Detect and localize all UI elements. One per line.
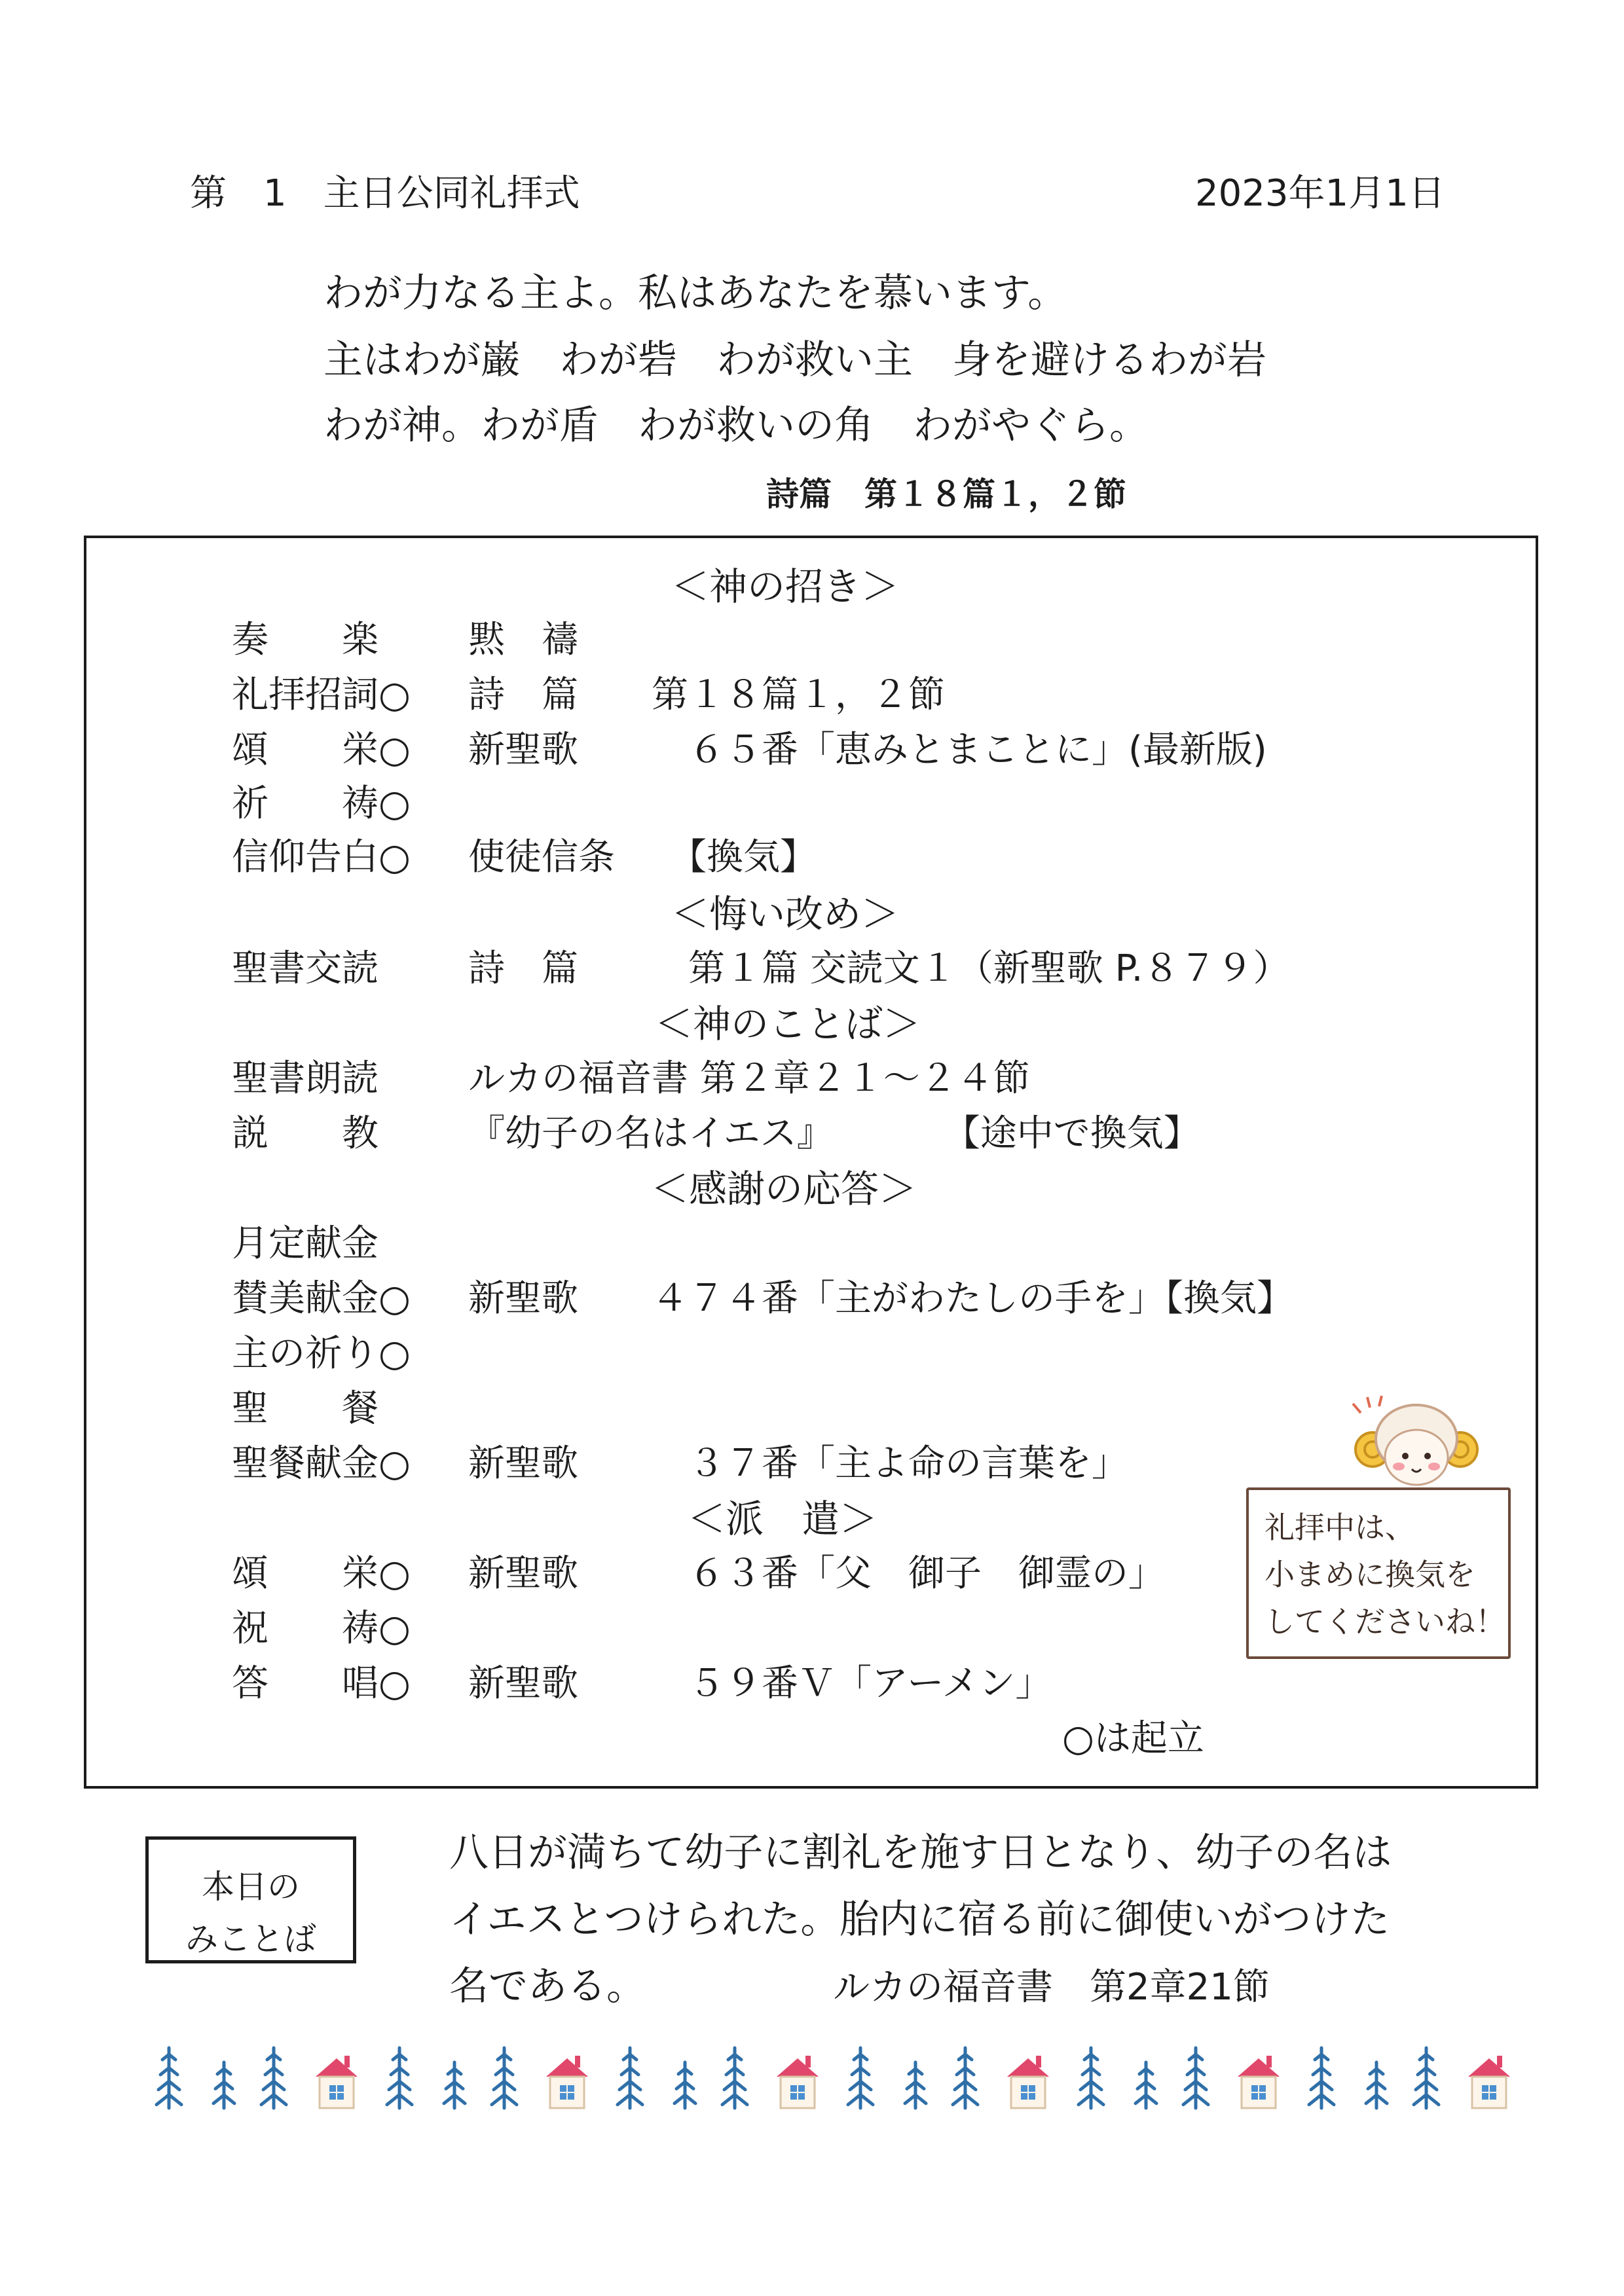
service-item [86, 676, 1536, 715]
tree-icon [157, 2048, 181, 2108]
item-label: 聖書交読 [232, 947, 378, 990]
service-item [86, 1279, 1536, 1319]
item-content: 新聖歌 ５９番Ｖ「アーメン」 [468, 1662, 1052, 1705]
verse-line: わが力なる主よ。私はあなたを慕います。 [323, 270, 1067, 316]
todays-word-line: 八日が満ちて幼子に割礼を施す日となり、幼子の名は [449, 1830, 1392, 1876]
item-label: 月定献金 [232, 1222, 378, 1265]
decorative-border [0, 2036, 1624, 2121]
item-content: 黙 禱 [468, 619, 578, 661]
house-icon [1007, 2056, 1049, 2108]
tree-icon [1414, 2048, 1439, 2108]
house-icon [316, 2056, 358, 2108]
tree-icon [674, 2062, 695, 2108]
service-item [86, 731, 1536, 770]
section-heading: ＜神の招き＞ [671, 564, 900, 609]
item-label: 信仰告白○ [232, 836, 411, 879]
service-date: 2023年1月1日 [1195, 172, 1445, 215]
item-label: 聖餐献金○ [232, 1442, 411, 1485]
house-icon [546, 2056, 588, 2108]
service-item [86, 949, 1536, 989]
house-icon [1468, 2056, 1510, 2108]
tree-icon [848, 2048, 873, 2108]
tree-icon [1309, 2048, 1334, 2108]
section-heading: ＜神のことば＞ [655, 1002, 921, 1046]
note-line: 礼拝中は、 [1264, 1510, 1415, 1545]
todays-word-label-line: みことば [185, 1920, 316, 1958]
item-content: 詩 篇 第１８篇１，２節 [468, 674, 945, 716]
section-heading: ＜派 遣＞ [688, 1497, 878, 1541]
tree-icon [1135, 2062, 1156, 2108]
note-line: 小まめに換気を [1264, 1557, 1475, 1592]
item-label: 礼拝招詞○ [232, 674, 411, 716]
item-content: 新聖歌 ６５番「恵みとまことに」(最新版) [468, 729, 1267, 771]
tree-icon [953, 2048, 978, 2108]
service-item [86, 1664, 1536, 1704]
tree-icon [492, 2048, 517, 2108]
service-item [86, 784, 1536, 824]
section-heading: ＜感謝の応答＞ [651, 1167, 917, 1211]
note-line: してくださいね！ [1264, 1604, 1505, 1639]
service-item [86, 1444, 1536, 1484]
tree-icon [261, 2048, 286, 2108]
todays-word-line: 名である。 [449, 1963, 646, 2009]
item-label: 祝 祷○ [232, 1607, 411, 1650]
todays-word-line: イエスとつけられた。胎内に宿る前に御使いがつけた [449, 1897, 1390, 1942]
house-icon [1238, 2056, 1280, 2108]
item-label: 聖書朗読 [232, 1057, 378, 1100]
ventilation-note-card [1246, 1487, 1511, 1659]
item-content: 詩 篇 第１篇 交読文１（新聖歌 P.８７９） [468, 947, 1290, 990]
item-content: 新聖歌 ４７４番「主がわたしの手を」【換気】 [468, 1277, 1293, 1320]
sheep-icon [1353, 1396, 1477, 1485]
service-item [86, 1334, 1536, 1374]
item-content: 新聖歌 ６３番「父 御子 御霊の」 [468, 1552, 1165, 1595]
item-label: 聖 餐 [232, 1387, 378, 1430]
todays-word-label [145, 1836, 356, 1963]
verse-reference: 詩篇 第１８篇１，２節 [766, 475, 1126, 513]
service-item [86, 1389, 1536, 1429]
service-title: 第 1 主日公同礼拝式 [190, 172, 580, 215]
item-label: 賛美献金○ [232, 1277, 411, 1320]
tree-icon [1366, 2062, 1387, 2108]
item-content: ルカの福音書 第２章２１～２４節 [468, 1057, 1030, 1100]
todays-word-reference: ルカの福音書 第2章21節 [833, 1966, 1270, 2009]
standing-note: ○は起立 [1062, 1717, 1204, 1760]
tree-icon [387, 2048, 412, 2108]
section-heading: ＜悔い改め＞ [671, 892, 900, 936]
item-content: 『幼子の名はイエス』 【途中で換気】 [468, 1112, 1200, 1155]
item-label: 頌 栄○ [232, 1552, 411, 1595]
tree-icon [905, 2062, 926, 2108]
item-label: 主の祈り○ [232, 1332, 411, 1375]
service-item [86, 1224, 1536, 1264]
item-label: 説 教 [232, 1112, 378, 1155]
tree-icon [444, 2062, 465, 2108]
item-label: 奏 楽 [232, 619, 378, 661]
tree-icon [722, 2048, 747, 2108]
service-item [86, 621, 1536, 660]
tree-icon [1183, 2048, 1208, 2108]
verse-line: 主はわが巌 わが砦 わが救い主 身を避けるわが岩 [323, 337, 1266, 383]
service-item [86, 1059, 1536, 1099]
item-label: 頌 栄○ [232, 729, 411, 771]
item-label: 祈 祷○ [232, 782, 411, 825]
service-item [86, 838, 1536, 877]
sheep-illustration [1348, 1393, 1485, 1498]
tree-icon [1079, 2048, 1103, 2108]
item-content: 新聖歌 ３７番「主よ命の言葉を」 [468, 1442, 1128, 1485]
item-label: 答 唱○ [232, 1662, 411, 1705]
house-icon [777, 2056, 819, 2108]
tree-icon [618, 2048, 642, 2108]
tree-icon [213, 2062, 234, 2108]
service-item [86, 1114, 1536, 1154]
verse-line: わが神。わが盾 わが救いの角 わがやぐら。 [323, 403, 1149, 448]
todays-word-label-line: 本日の [202, 1868, 300, 1906]
item-content: 使徒信条 【換気】 [468, 836, 817, 879]
